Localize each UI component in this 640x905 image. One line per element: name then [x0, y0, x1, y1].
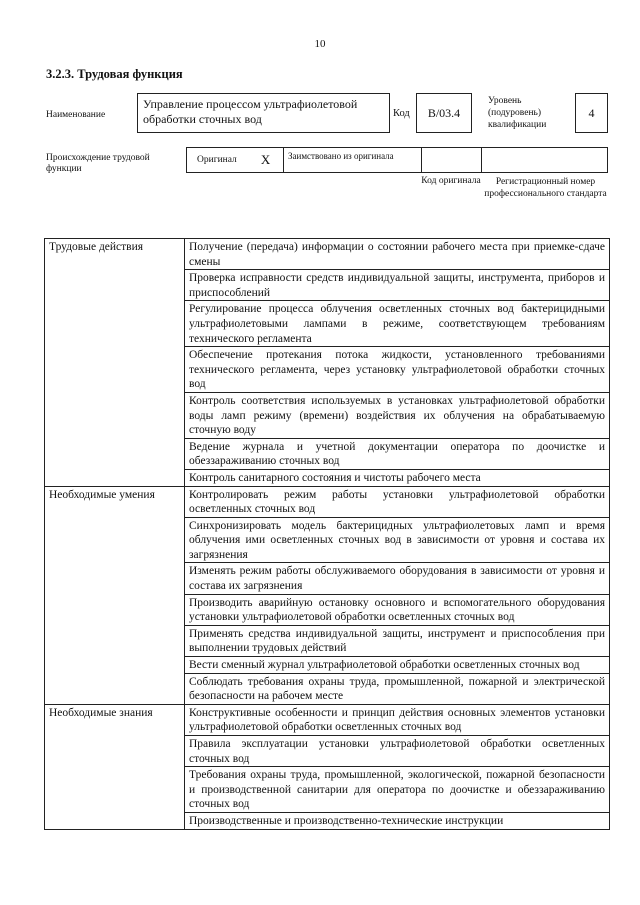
table-cell: Требования охраны труда, промышленной, экологической, пожарной безопасности и производственной санитарии для оператора по доочистке и обеззараживанию сточных вод	[185, 767, 610, 813]
code-label: Код	[393, 108, 410, 119]
name-label: Наименование	[46, 110, 106, 120]
original-label: Оригинал	[197, 155, 237, 165]
registration-number-cell	[482, 148, 609, 172]
table-cell: Конструктивные особенности и принцип действия основных элементов установки ультрафиолетовой обработки осветленных сточных вод	[185, 704, 610, 735]
table-cell: Вести сменный журнал ультрафиолетовой обработки осветленных сточных вод	[185, 657, 610, 674]
original-mark: X	[260, 152, 271, 167]
qualification-level-value: 4	[588, 105, 595, 120]
origin-code-cell	[422, 148, 482, 172]
table-cell: Контроль соответствия используемых в установках ультрафиолетовой обработки воды ламп режиму (времени) воздействия их облучения на обрабатываемую сточную воду	[185, 392, 610, 438]
origin-label: Происхождение трудовой функции	[46, 153, 150, 174]
table-cell: Получение (передача) информации о состоянии рабочего места при приемке-сдаче смены	[185, 239, 610, 270]
table-cell: Правила эксплуатации установки ультрафиолетовой обработки осветленных сточных вод	[185, 736, 610, 767]
page-number: 10	[314, 38, 326, 50]
group-title-skills: Необходимые умения	[45, 486, 185, 704]
borrowed-label: Заимствовано из оригинала	[284, 148, 422, 172]
function-name-box: Управление процессом ультрафиолетовой обработки сточных вод	[137, 93, 390, 133]
table-row	[45, 239, 610, 270]
table-cell: Регулирование процесса облучения осветленных сточных вод бактерицидными ультрафиолетовыми лампами в режиме, соответствующем требованиям технического регламента	[185, 301, 610, 347]
origin-box	[186, 147, 608, 173]
group-title-knowledge: Необходимые знания	[45, 704, 185, 829]
section-title: 3.2.3. Трудовая функция	[46, 67, 183, 81]
table-cell: Производить аварийную остановку основного и вспомогательного оборудования установки ультрафиолетовой обработки осветленных сточных вод	[185, 594, 610, 625]
function-code-value: В/03.4	[427, 105, 461, 120]
table-cell: Обеспечение протекания потока жидкости, установленного требованиями технического регламента, через установку ультрафиолетовой обработки сточных вод	[185, 347, 610, 393]
function-details-table	[44, 238, 610, 830]
origin-original-cell	[187, 148, 284, 172]
table-cell: Производственные и производственно-технические инструкции	[185, 812, 610, 829]
origin-code-caption: Код оригинала	[421, 176, 481, 186]
function-code-box	[416, 93, 472, 133]
table-cell: Соблюдать требования охраны труда, промышленной, пожарной и электрической безопасности на рабочем месте	[185, 673, 610, 704]
table-row	[45, 486, 610, 517]
table-cell: Изменять режим работы обслуживаемого оборудования в зависимости от уровня и состава их загрязнения	[185, 563, 610, 594]
table-cell: Проверка исправности средств индивидуальной защиты, инструмента, приборов и приспособлений	[185, 270, 610, 301]
table-cell: Ведение журнала и учетной документации оператора по доочистке и обеззараживанию сточных вод	[185, 438, 610, 469]
table-cell: Контроль санитарного состояния и чистоты рабочего места	[185, 469, 610, 486]
qualification-level-label: Уровень (подуровень) квалификации	[488, 96, 547, 130]
registration-number-caption: Регистрационный номер профессионального стандарта	[484, 177, 607, 199]
table-row	[45, 704, 610, 735]
group-title-actions: Трудовые действия	[45, 239, 185, 487]
table-cell: Синхронизировать модель бактерицидных ультрафиолетовых ламп и время облучения ими осветленных сточных вод в зависимости от уровня и состава их загрязнения	[185, 517, 610, 563]
table-cell: Применять средства индивидуальной защиты, инструмент и приспособления при выполнении трудовых действий	[185, 625, 610, 656]
table-cell: Контролировать режим работы установки ультрафиолетовой обработки осветленных сточных вод	[185, 486, 610, 517]
qualification-level-box	[575, 93, 608, 133]
